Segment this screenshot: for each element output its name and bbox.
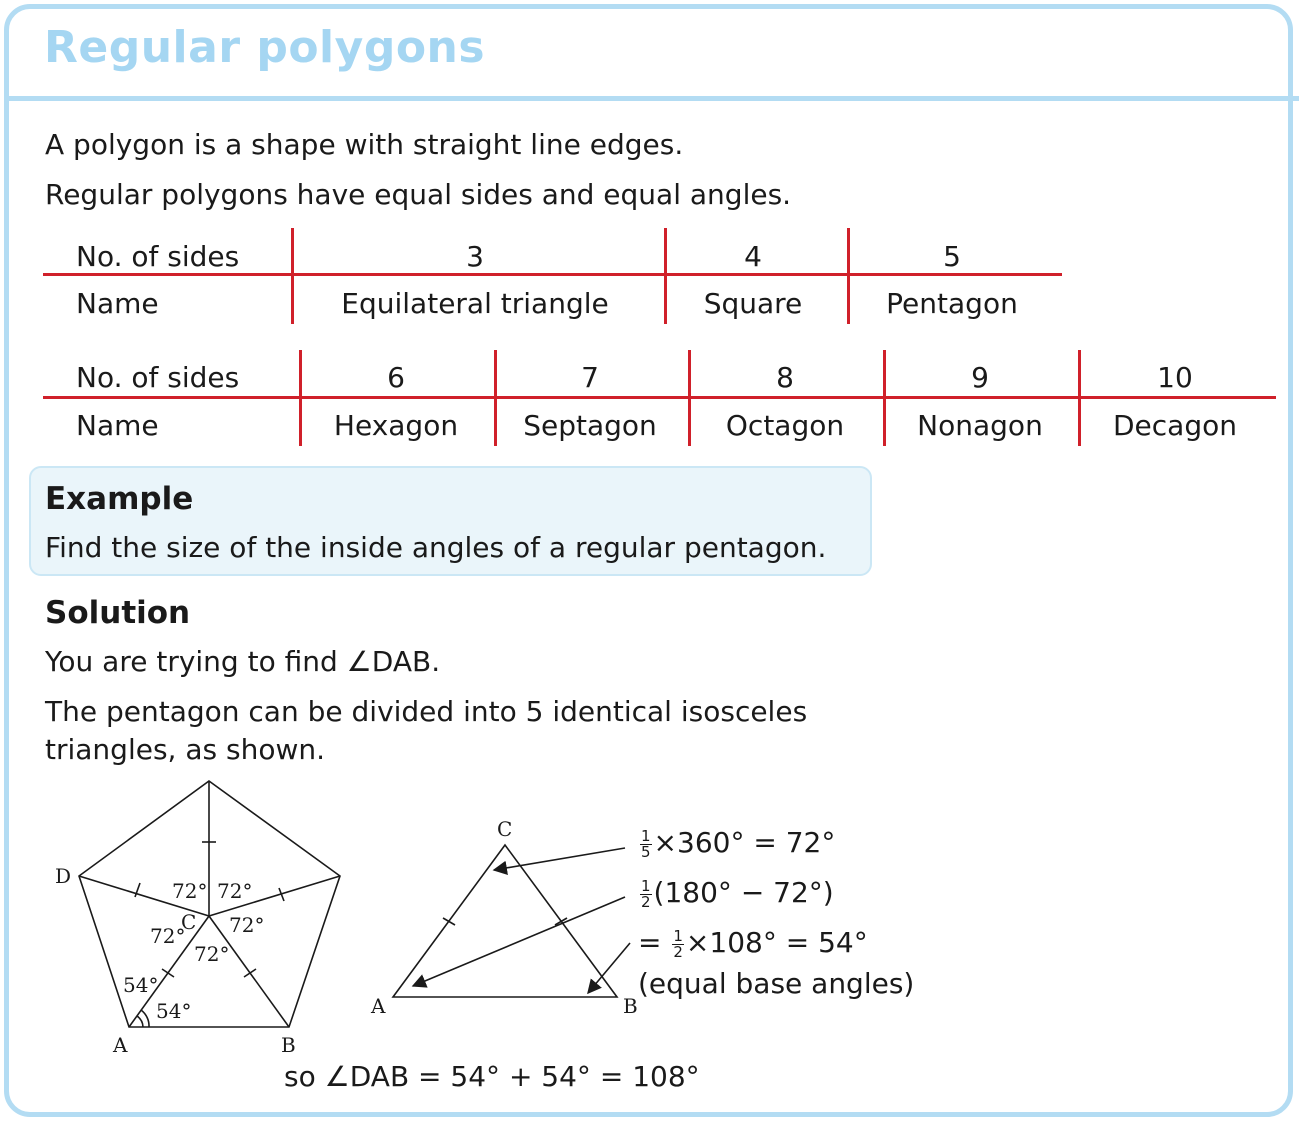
table2-sides-cell: 9 (971, 361, 989, 394)
annotation-base-angle-result: = $\frac{1}{2}$ ×108° = 54° (638, 926, 868, 961)
table2-sides-cell: 6 (387, 361, 405, 394)
angle-label: 54° (123, 973, 159, 997)
arrow-to-apex (494, 848, 625, 870)
table2-name-cell: Hexagon (333, 409, 459, 442)
table1-name-cell: Pentagon (886, 287, 1018, 320)
table2-name-cell: Octagon (725, 409, 845, 442)
table1-name-cell: Square (703, 287, 803, 320)
table2-name-cell: Nonagon (917, 409, 1043, 442)
triangle-vertex-a: A (371, 994, 386, 1018)
table1-name-cell: Equilateral triangle (341, 287, 609, 320)
annotation-note: (equal base angles) (638, 967, 915, 1000)
angle-label: 72° (194, 942, 230, 966)
example-text: Find the size of the inside angles of a regular pentagon. (45, 531, 827, 564)
solution-line-1: You are trying to find ∠DAB. (45, 645, 441, 678)
intro-line-2: Regular polygons have equal sides and equal angles. (45, 178, 792, 211)
fraction: $\frac{1}{2}$ (641, 876, 651, 911)
table2-row-label-name: Name (76, 409, 159, 442)
table2-sides-cell: 7 (581, 361, 599, 394)
vertex-label-a: A (113, 1033, 128, 1057)
angle-label: 72° (172, 879, 208, 903)
annotation-apex-angle: $\frac{1}{5}$ ×360° = 72° (641, 826, 836, 861)
vertex-label-c: C (181, 910, 197, 934)
table2-row-label-sides: No. of sides (76, 361, 240, 394)
vertex-label-b: B (281, 1033, 296, 1057)
triangle-vertex-c: C (497, 817, 513, 841)
table2-name-cell: Septagon (523, 409, 657, 442)
example-heading: Example (45, 481, 194, 517)
solution-line-2: The pentagon can be divided into 5 identical isosceles (45, 695, 808, 728)
angle-label: 72° (229, 913, 265, 937)
conclusion: so ∠DAB = 54° + 54° = 108° (284, 1060, 700, 1093)
solution-line-3: triangles, as shown. (45, 733, 325, 766)
table1-sides-cell: 3 (466, 240, 484, 273)
angle-label: 72° (217, 879, 253, 903)
table1-row-label-name: Name (76, 287, 159, 320)
fraction: $\frac{1}{5}$ (641, 826, 651, 861)
page-title: Regular polygons (44, 22, 486, 73)
intro-line-1: A polygon is a shape with straight line edges. (45, 128, 684, 161)
table2-sides-cell: 10 (1157, 361, 1193, 394)
vertex-label-d: D (55, 864, 72, 888)
solution-heading: Solution (45, 595, 191, 631)
angle-label: 54° (156, 999, 192, 1023)
annotation-base-angle-expr: $\frac{1}{2}$ (180° − 72°) (641, 876, 834, 911)
table1-sides-cell: 4 (744, 240, 762, 273)
table1-row-label-sides: No. of sides (76, 240, 240, 273)
triangle-vertex-b: B (623, 994, 638, 1018)
table1-sides-cell: 5 (943, 240, 961, 273)
table2-name-cell: Decagon (1113, 409, 1237, 442)
table2-sides-cell: 8 (776, 361, 794, 394)
arrow-to-base-a (413, 897, 625, 986)
fraction: $\frac{1}{2}$ (673, 926, 683, 961)
angle-label: 72° (150, 924, 186, 948)
